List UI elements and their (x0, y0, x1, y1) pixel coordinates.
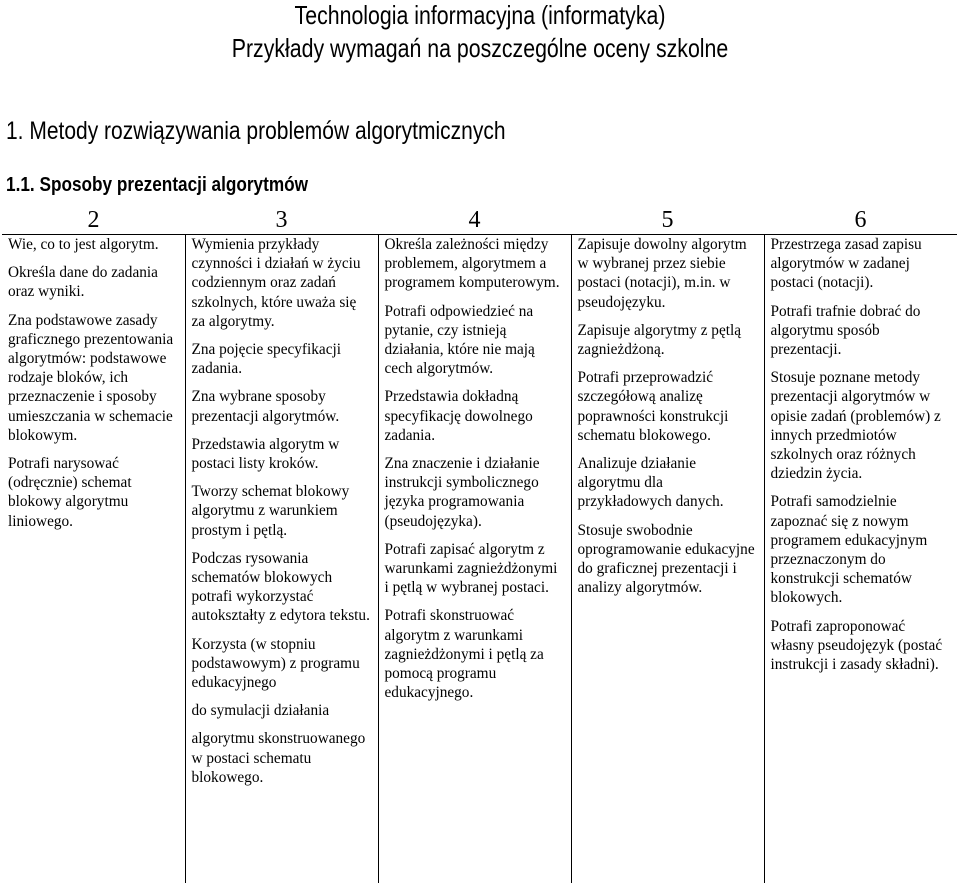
grade-3-cell (185, 235, 378, 883)
requirement-item: Zapisuje algorytmy z pętlą zagnieżdżoną. (578, 321, 758, 359)
grade-header: 3 (185, 206, 378, 235)
grade-header: 5 (571, 206, 764, 235)
requirement-item: Zna znaczenie i działanie instrukcji symbolicznego języka programowania (pseudojęzyka). (385, 454, 565, 531)
requirement-item: Analizuje działanie algorytmu dla przykładowych danych. (578, 454, 758, 512)
document-title: Technologia informacyjna (informatyka) (86, 0, 873, 30)
requirement-item: Przedstawia algorytm w postaci listy kroków. (192, 435, 372, 473)
requirement-item: Wie, co to jest algorytm. (8, 235, 179, 254)
grade-header-row (2, 206, 957, 235)
requirement-item: Przestrzega zasad zapisu algorytmów w zadanej postaci (notacji). (771, 235, 952, 293)
requirement-item: algorytmu skonstruowanego w postaci schematu blokowego. (192, 729, 372, 787)
requirements-row (2, 235, 957, 883)
requirements-table (2, 206, 957, 883)
requirement-item: Przedstawia dokładną specyfikację dowolnego zadania. (385, 387, 565, 445)
subsection-heading: 1.1. Sposoby prezentacji algorytmów (6, 174, 308, 197)
requirement-item: Potrafi odpowiedzieć na pytanie, czy istnieją działania, które nie mają cech algorytmów. (385, 302, 565, 379)
requirement-item: Zapisuje dowolny algorytm w wybranej przez siebie postaci (notacji), m.in. w pseudojęzyku. (578, 235, 758, 312)
requirement-item: Podczas rysowania schematów blokowych potrafi wykorzystać autokształty z edytora tekstu. (192, 549, 372, 626)
requirement-item: Potrafi samodzielnie zapoznać się z nowym programem edukacyjnym przeznaczonym do konstrukcji schematów blokowych. (771, 492, 952, 607)
requirement-item: Korzysta (w stopniu podstawowym) z programu edukacyjnego (192, 635, 372, 693)
grade-5-cell (571, 235, 764, 883)
requirement-item: Potrafi narysować (odręcznie) schemat blokowy algorytmu liniowego. (8, 454, 179, 531)
requirement-item: Określa zależności między problemem, algorytmem a programem komputerowym. (385, 235, 565, 293)
requirement-item: Wymienia przykłady czynności i działań w życiu codziennym oraz zadań szkolnych, które uważa się za algorytmy. (192, 235, 372, 331)
requirement-item: Zna wybrane sposoby prezentacji algorytmów. (192, 387, 372, 425)
requirement-item: Potrafi zaproponować własny pseudojęzyk (postać instrukcji i zasady składni). (771, 617, 952, 675)
requirement-item: Tworzy schemat blokowy algorytmu z warunkiem prostym i pętlą. (192, 482, 372, 540)
requirement-item: Zna podstawowe zasady graficznego prezentowania algorytmów: podstawowe rodzaje bloków, ich przeznaczenie i sposoby umieszczania w schemacie blokowym. (8, 311, 179, 445)
grade-6-cell (764, 235, 957, 883)
requirement-item: Potrafi zapisać algorytm z warunkami zagnieżdżonymi i pętlą w wybranej postaci. (385, 540, 565, 598)
requirement-item: Potrafi przeprowadzić szczegółową analizę poprawności konstrukcji schematu blokowego. (578, 368, 758, 445)
requirement-item: Potrafi trafnie dobrać do algorytmu sposób prezentacji. (771, 302, 952, 360)
requirement-item: do symulacji działania (192, 701, 372, 720)
grade-4-cell (378, 235, 571, 883)
grade-2-cell (2, 235, 185, 883)
requirement-item: Potrafi skonstruować algorytm z warunkami zagnieżdżonymi i pętlą za pomocą programu edukacyjnego. (385, 606, 565, 702)
requirement-item: Stosuje poznane metody prezentacji algorytmów w opisie zadań (problemów) z innych przedmiotów szkolnych oraz różnych dziedzin życia. (771, 368, 952, 483)
grade-header: 6 (764, 206, 957, 235)
grade-header: 2 (2, 206, 185, 235)
section-heading: 1. Metody rozwiązywania problemów algorytmicznych (6, 117, 506, 146)
requirement-item: Zna pojęcie specyfikacji zadania. (192, 340, 372, 378)
grade-header: 4 (378, 206, 571, 235)
requirement-item: Stosuje swobodnie oprogramowanie edukacyjne do graficznej prezentacji i analizy algorytmów. (578, 521, 758, 598)
document-subtitle: Przykłady wymagań na poszczególne oceny szkolne (86, 33, 873, 63)
requirement-item: Określa dane do zadania oraz wyniki. (8, 263, 179, 301)
